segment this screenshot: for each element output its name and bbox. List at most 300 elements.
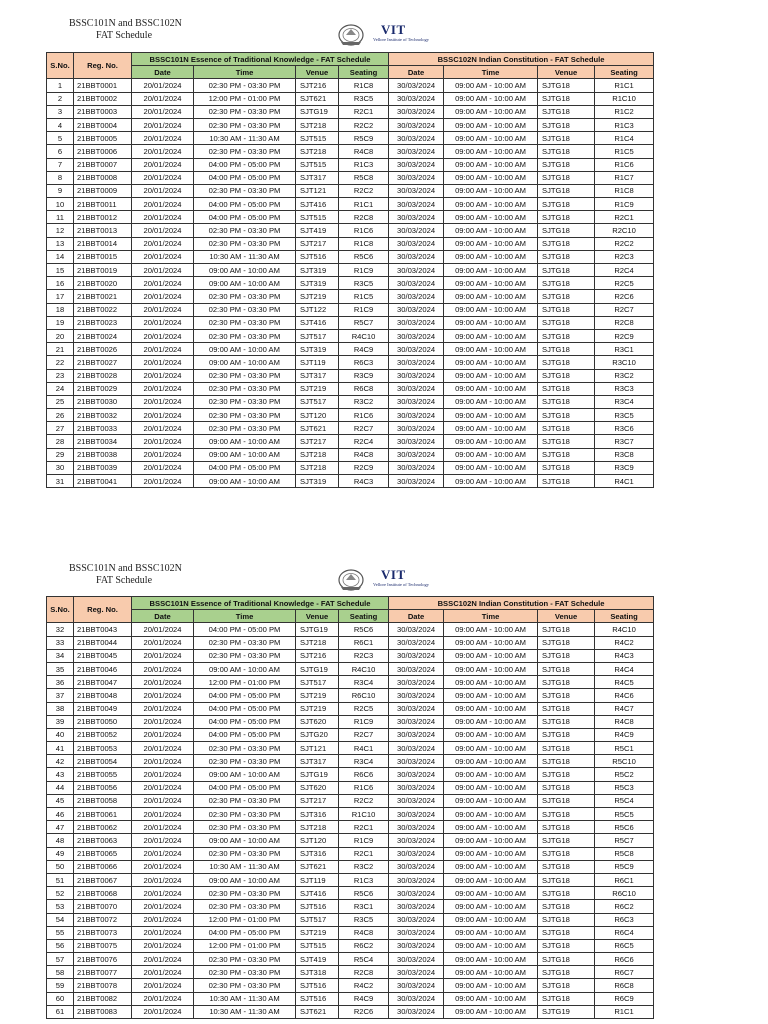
cell-k-date: 20/01/2024 [132,913,194,926]
cell-reg-no: 21BBT0055 [74,768,132,781]
cell-k-seating: R3C5 [339,913,389,926]
cell-c-time: 09:00 AM - 10:00 AM [444,821,538,834]
cell-k-venue: SJT317 [296,755,339,768]
cell-k-time: 02:30 PM - 03:30 PM [194,369,296,382]
table-row [47,860,654,873]
cell-reg-no: 21BBT0054 [74,755,132,768]
cell-k-venue: SJT516 [296,900,339,913]
cell-k-seating: R6C10 [339,689,389,702]
cell-k-date: 20/01/2024 [132,303,194,316]
header-k-seating: Seating [339,610,389,623]
cell-c-seating: R4C2 [595,636,654,649]
cell-c-date: 30/03/2024 [389,237,444,250]
cell-c-date: 30/03/2024 [389,475,444,488]
cell-sno: 22 [47,356,74,369]
cell-c-date: 30/03/2024 [389,316,444,329]
cell-k-seating: R1C3 [339,873,389,886]
table-row [47,834,654,847]
cell-k-time: 10:30 AM - 11:30 AM [194,1005,296,1018]
cell-reg-no: 21BBT0068 [74,887,132,900]
cell-k-date: 20/01/2024 [132,343,194,356]
cell-c-venue: SJTG18 [538,237,595,250]
cell-k-time: 02:30 PM - 03:30 PM [194,887,296,900]
cell-k-time: 02:30 PM - 03:30 PM [194,979,296,992]
title-line-1: BSSC101N and BSSC102N [69,563,182,574]
cell-k-date: 20/01/2024 [132,422,194,435]
cell-c-venue: SJTG18 [538,662,595,675]
cell-c-time: 09:00 AM - 10:00 AM [444,132,538,145]
cell-c-time: 09:00 AM - 10:00 AM [444,649,538,662]
cell-c-date: 30/03/2024 [389,158,444,171]
cell-k-seating: R5C4 [339,953,389,966]
cell-k-date: 20/01/2024 [132,329,194,342]
cell-c-venue: SJTG18 [538,900,595,913]
cell-k-date: 20/01/2024 [132,926,194,939]
cell-c-date: 30/03/2024 [389,382,444,395]
cell-k-seating: R6C2 [339,939,389,952]
cell-k-seating: R2C7 [339,728,389,741]
cell-k-time: 02:30 PM - 03:30 PM [194,316,296,329]
title-line-1: BSSC101N and BSSC102N [69,18,182,29]
cell-k-seating: R5C7 [339,316,389,329]
table-row [47,92,654,105]
cell-k-date: 20/01/2024 [132,715,194,728]
cell-reg-no: 21BBT0043 [74,623,132,636]
table-row [47,158,654,171]
cell-c-seating: R2C10 [595,224,654,237]
cell-c-date: 30/03/2024 [389,860,444,873]
cell-c-time: 09:00 AM - 10:00 AM [444,873,538,886]
cell-c-seating: R6C2 [595,900,654,913]
cell-c-venue: SJTG18 [538,913,595,926]
cell-k-time: 09:00 AM - 10:00 AM [194,264,296,277]
cell-c-venue: SJTG18 [538,250,595,263]
cell-c-venue: SJTG18 [538,395,595,408]
cell-k-seating: R6C6 [339,768,389,781]
cell-c-date: 30/03/2024 [389,966,444,979]
cell-c-venue: SJTG18 [538,105,595,118]
cell-c-time: 09:00 AM - 10:00 AM [444,913,538,926]
table-row [47,250,654,263]
cell-c-seating: R4C4 [595,662,654,675]
cell-c-venue: SJTG18 [538,992,595,1005]
title-line-2: FAT Schedule [96,575,153,586]
cell-k-seating: R2C6 [339,1005,389,1018]
table-row [47,636,654,649]
cell-k-seating: R2C9 [339,461,389,474]
cell-reg-no: 21BBT0009 [74,184,132,197]
header-c-venue: Venue [538,610,595,623]
cell-reg-no: 21BBT0047 [74,676,132,689]
cell-c-seating: R2C5 [595,277,654,290]
cell-c-seating: R4C7 [595,702,654,715]
cell-c-date: 30/03/2024 [389,979,444,992]
cell-reg-no: 21BBT0003 [74,105,132,118]
cell-sno: 8 [47,171,74,184]
cell-sno: 12 [47,224,74,237]
cell-k-seating: R1C1 [339,198,389,211]
cell-c-time: 09:00 AM - 10:00 AM [444,887,538,900]
cell-c-seating: R6C6 [595,953,654,966]
cell-k-date: 20/01/2024 [132,184,194,197]
cell-c-time: 09:00 AM - 10:00 AM [444,702,538,715]
cell-k-date: 20/01/2024 [132,742,194,755]
cell-k-venue: SJT218 [296,821,339,834]
table-row [47,715,654,728]
cell-k-seating: R4C8 [339,926,389,939]
cell-k-seating: R2C7 [339,422,389,435]
cell-c-venue: SJTG18 [538,448,595,461]
cell-sno: 14 [47,250,74,263]
cell-k-date: 20/01/2024 [132,356,194,369]
cell-c-time: 09:00 AM - 10:00 AM [444,926,538,939]
cell-sno: 9 [47,184,74,197]
cell-c-date: 30/03/2024 [389,873,444,886]
cell-sno: 4 [47,118,74,131]
cell-c-date: 30/03/2024 [389,369,444,382]
table-row [47,979,654,992]
cell-k-venue: SJT416 [296,316,339,329]
cell-k-time: 04:00 PM - 05:00 PM [194,689,296,702]
cell-k-date: 20/01/2024 [132,158,194,171]
cell-sno: 6 [47,145,74,158]
cell-c-seating: R4C9 [595,728,654,741]
cell-k-seating: R2C5 [339,702,389,715]
cell-reg-no: 21BBT0082 [74,992,132,1005]
cell-k-time: 02:30 PM - 03:30 PM [194,303,296,316]
cell-c-seating: R1C1 [595,79,654,92]
table-row [47,649,654,662]
cell-c-seating: R4C1 [595,475,654,488]
cell-k-venue: SJT319 [296,264,339,277]
table-row [47,422,654,435]
cell-k-venue: SJT217 [296,435,339,448]
cell-c-time: 09:00 AM - 10:00 AM [444,847,538,860]
cell-k-time: 02:30 PM - 03:30 PM [194,105,296,118]
cell-c-venue: SJTG18 [538,290,595,303]
cell-c-time: 09:00 AM - 10:00 AM [444,900,538,913]
cell-sno: 32 [47,623,74,636]
cell-c-time: 09:00 AM - 10:00 AM [444,211,538,224]
cell-c-time: 09:00 AM - 10:00 AM [444,224,538,237]
table-row [47,118,654,131]
cell-k-date: 20/01/2024 [132,623,194,636]
cell-k-time: 04:00 PM - 05:00 PM [194,461,296,474]
cell-c-date: 30/03/2024 [389,132,444,145]
cell-c-date: 30/03/2024 [389,224,444,237]
cell-c-date: 30/03/2024 [389,768,444,781]
cell-reg-no: 21BBT0027 [74,356,132,369]
cell-sno: 60 [47,992,74,1005]
cell-c-venue: SJTG18 [538,781,595,794]
cell-sno: 46 [47,808,74,821]
cell-reg-no: 21BBT0006 [74,145,132,158]
cell-c-date: 30/03/2024 [389,171,444,184]
cell-c-time: 09:00 AM - 10:00 AM [444,979,538,992]
cell-reg-no: 21BBT0041 [74,475,132,488]
cell-k-seating: R1C10 [339,808,389,821]
cell-k-seating: R1C8 [339,79,389,92]
cell-k-seating: R2C4 [339,435,389,448]
cell-k-date: 20/01/2024 [132,448,194,461]
cell-k-date: 20/01/2024 [132,1005,194,1018]
cell-k-venue: SJT515 [296,211,339,224]
cell-reg-no: 21BBT0083 [74,1005,132,1018]
cell-reg-no: 21BBT0067 [74,873,132,886]
cell-c-seating: R6C7 [595,966,654,979]
table-row [47,329,654,342]
cell-sno: 58 [47,966,74,979]
cell-c-venue: SJTG18 [538,689,595,702]
cell-k-venue: SJT515 [296,132,339,145]
cell-k-seating: R3C2 [339,860,389,873]
cell-k-venue: SJT621 [296,860,339,873]
cell-c-time: 09:00 AM - 10:00 AM [444,728,538,741]
cell-sno: 17 [47,290,74,303]
cell-c-seating: R5C4 [595,794,654,807]
cell-k-venue: SJT621 [296,92,339,105]
cell-c-venue: SJTG18 [538,382,595,395]
cell-k-date: 20/01/2024 [132,475,194,488]
cell-k-time: 09:00 AM - 10:00 AM [194,435,296,448]
vit-logo [336,22,436,48]
cell-c-time: 09:00 AM - 10:00 AM [444,290,538,303]
cell-c-seating: R2C9 [595,329,654,342]
table-row [47,755,654,768]
cell-c-seating: R2C1 [595,211,654,224]
cell-k-seating: R1C5 [339,290,389,303]
logo-subtitle: Vellore Institute of Technology [373,37,429,42]
cell-k-seating: R6C8 [339,382,389,395]
cell-c-date: 30/03/2024 [389,926,444,939]
cell-c-seating: R1C6 [595,158,654,171]
table-row [47,623,654,636]
cell-reg-no: 21BBT0015 [74,250,132,263]
cell-k-seating: R6C3 [339,356,389,369]
cell-sno: 34 [47,649,74,662]
cell-c-venue: SJTG18 [538,715,595,728]
cell-k-time: 09:00 AM - 10:00 AM [194,343,296,356]
cell-c-seating: R2C3 [595,250,654,263]
header-c-time: Time [444,610,538,623]
cell-sno: 28 [47,435,74,448]
cell-k-date: 20/01/2024 [132,145,194,158]
cell-c-time: 09:00 AM - 10:00 AM [444,395,538,408]
cell-c-date: 30/03/2024 [389,887,444,900]
cell-k-date: 20/01/2024 [132,860,194,873]
cell-reg-no: 21BBT0023 [74,316,132,329]
cell-c-time: 09:00 AM - 10:00 AM [444,409,538,422]
cell-sno: 5 [47,132,74,145]
cell-c-time: 09:00 AM - 10:00 AM [444,768,538,781]
cell-k-seating: R3C9 [339,369,389,382]
cell-k-seating: R1C3 [339,158,389,171]
cell-reg-no: 21BBT0024 [74,329,132,342]
cell-c-date: 30/03/2024 [389,211,444,224]
cell-sno: 39 [47,715,74,728]
cell-k-time: 02:30 PM - 03:30 PM [194,742,296,755]
cell-c-seating: R6C8 [595,979,654,992]
cell-c-venue: SJTG18 [538,979,595,992]
cell-c-seating: R5C2 [595,768,654,781]
cell-k-seating: R3C5 [339,92,389,105]
cell-c-time: 09:00 AM - 10:00 AM [444,623,538,636]
cell-k-venue: SJT217 [296,237,339,250]
cell-sno: 49 [47,847,74,860]
cell-k-seating: R2C1 [339,105,389,118]
table-row [47,1005,654,1018]
cell-c-seating: R4C6 [595,689,654,702]
table-row [47,409,654,422]
cell-c-date: 30/03/2024 [389,623,444,636]
vit-emblem-icon [336,567,366,593]
cell-c-seating: R6C10 [595,887,654,900]
table-row [47,277,654,290]
cell-c-venue: SJTG18 [538,649,595,662]
cell-c-date: 30/03/2024 [389,435,444,448]
cell-sno: 7 [47,158,74,171]
cell-k-venue: SJT120 [296,409,339,422]
table-row [47,290,654,303]
cell-c-time: 09:00 AM - 10:00 AM [444,1005,538,1018]
cell-k-seating: R3C1 [339,900,389,913]
cell-c-seating: R3C5 [595,409,654,422]
cell-c-venue: SJTG18 [538,966,595,979]
cell-k-venue: SJTG19 [296,105,339,118]
cell-reg-no: 21BBT0039 [74,461,132,474]
cell-reg-no: 21BBT0013 [74,224,132,237]
fat-schedule-table [46,596,654,1019]
cell-c-venue: SJTG18 [538,873,595,886]
header-c-time: Time [444,66,538,79]
table-row [47,382,654,395]
cell-c-time: 09:00 AM - 10:00 AM [444,794,538,807]
table-row [47,900,654,913]
table-row [47,966,654,979]
cell-c-venue: SJTG18 [538,887,595,900]
cell-k-time: 02:30 PM - 03:30 PM [194,794,296,807]
cell-reg-no: 21BBT0038 [74,448,132,461]
cell-k-venue: SJT219 [296,290,339,303]
cell-c-date: 30/03/2024 [389,277,444,290]
cell-k-venue: SJT517 [296,329,339,342]
cell-c-date: 30/03/2024 [389,794,444,807]
cell-k-seating: R2C2 [339,118,389,131]
table-row [47,926,654,939]
table-row [47,145,654,158]
cell-reg-no: 21BBT0044 [74,636,132,649]
cell-k-venue: SJT216 [296,79,339,92]
cell-k-date: 20/01/2024 [132,382,194,395]
cell-reg-no: 21BBT0072 [74,913,132,926]
cell-k-venue: SJT218 [296,145,339,158]
cell-c-venue: SJTG19 [538,1005,595,1018]
cell-c-seating: R3C8 [595,448,654,461]
cell-c-date: 30/03/2024 [389,290,444,303]
cell-k-venue: SJT121 [296,742,339,755]
cell-c-time: 09:00 AM - 10:00 AM [444,676,538,689]
cell-reg-no: 21BBT0005 [74,132,132,145]
cell-k-time: 09:00 AM - 10:00 AM [194,475,296,488]
cell-c-time: 09:00 AM - 10:00 AM [444,303,538,316]
cell-k-venue: SJT416 [296,198,339,211]
cell-k-seating: R6C1 [339,636,389,649]
cell-k-venue: SJT515 [296,158,339,171]
cell-k-seating: R3C4 [339,676,389,689]
header-k-venue: Venue [296,610,339,623]
table-row [47,369,654,382]
cell-k-date: 20/01/2024 [132,250,194,263]
cell-c-date: 30/03/2024 [389,702,444,715]
cell-k-date: 20/01/2024 [132,237,194,250]
table-row [47,794,654,807]
cell-k-time: 02:30 PM - 03:30 PM [194,79,296,92]
cell-c-venue: SJTG18 [538,356,595,369]
cell-k-seating: R2C3 [339,649,389,662]
cell-k-date: 20/01/2024 [132,808,194,821]
cell-sno: 1 [47,79,74,92]
cell-sno: 27 [47,422,74,435]
cell-c-time: 09:00 AM - 10:00 AM [444,277,538,290]
cell-sno: 44 [47,781,74,794]
cell-c-venue: SJTG18 [538,676,595,689]
fat-schedule-table [46,52,654,488]
header-c-seating: Seating [595,66,654,79]
cell-c-date: 30/03/2024 [389,689,444,702]
cell-c-date: 30/03/2024 [389,250,444,263]
cell-c-date: 30/03/2024 [389,343,444,356]
cell-k-seating: R2C1 [339,847,389,860]
cell-c-seating: R1C3 [595,118,654,131]
cell-reg-no: 21BBT0049 [74,702,132,715]
header-reg-no: Reg. No. [74,53,132,79]
cell-c-time: 09:00 AM - 10:00 AM [444,356,538,369]
cell-reg-no: 21BBT0001 [74,79,132,92]
cell-sno: 38 [47,702,74,715]
table-row [47,821,654,834]
vit-emblem-icon [336,22,366,48]
cell-k-time: 02:30 PM - 03:30 PM [194,966,296,979]
cell-reg-no: 21BBT0075 [74,939,132,952]
cell-c-seating: R3C6 [595,422,654,435]
cell-k-venue: SJT516 [296,992,339,1005]
document-title [69,18,182,42]
cell-c-date: 30/03/2024 [389,953,444,966]
cell-c-venue: SJTG18 [538,702,595,715]
cell-reg-no: 21BBT0076 [74,953,132,966]
cell-k-venue: SJT621 [296,1005,339,1018]
cell-c-time: 09:00 AM - 10:00 AM [444,715,538,728]
cell-k-time: 02:30 PM - 03:30 PM [194,821,296,834]
cell-c-seating: R2C4 [595,264,654,277]
cell-c-time: 09:00 AM - 10:00 AM [444,184,538,197]
cell-k-seating: R2C2 [339,794,389,807]
cell-c-time: 09:00 AM - 10:00 AM [444,369,538,382]
header-c-date: Date [389,610,444,623]
cell-c-venue: SJTG18 [538,742,595,755]
header-bssc101n: BSSC101N Essence of Traditional Knowledge - FAT Schedule [132,53,389,66]
cell-c-date: 30/03/2024 [389,198,444,211]
cell-c-venue: SJTG18 [538,794,595,807]
cell-k-date: 20/01/2024 [132,794,194,807]
cell-reg-no: 21BBT0058 [74,794,132,807]
cell-k-date: 20/01/2024 [132,79,194,92]
table-row [47,316,654,329]
cell-k-seating: R1C9 [339,834,389,847]
cell-k-time: 02:30 PM - 03:30 PM [194,290,296,303]
cell-k-time: 09:00 AM - 10:00 AM [194,873,296,886]
cell-k-seating: R4C2 [339,979,389,992]
